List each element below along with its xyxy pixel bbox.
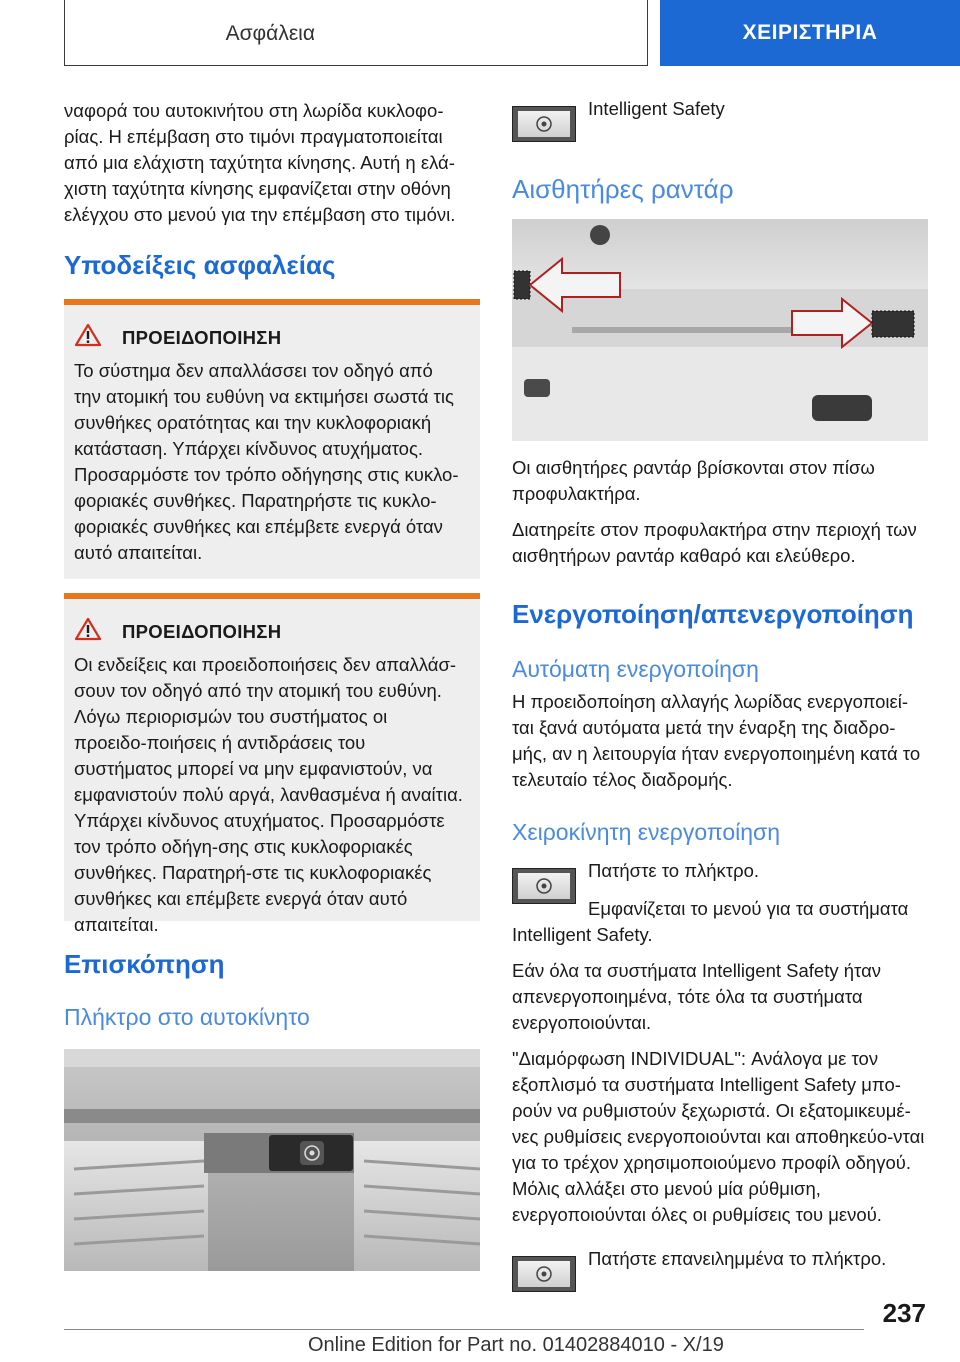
menu-text: Εμφανίζεται το μενού για τα συστήματα Intelligent Safety. xyxy=(512,898,909,945)
warning-title: ΠΡΟΕΙΔΟΠΟΙΗΣΗ xyxy=(122,620,282,642)
auto-activation-text: Η προειδοποίηση αλλαγής λωρίδας ενεργοποιεί-ται ξανά αυτόματα μετά την έναρξη της διαδρο-μής, αν η λειτουργία ήταν ενεργοποιημένη κατά το τελευταίο τέλος διαδρομής. xyxy=(512,691,921,790)
manual-activation-heading: Χειροκίνητη ενεργοποίηση xyxy=(512,819,781,845)
footer-edition: Online Edition for Part no. 01402884010 - X/19 xyxy=(308,1334,724,1356)
radar-paragraph-2: Διατηρείτε στον προφυλακτήρα στην περιοχή των αισθητήρων ραντάρ καθαρό και ελεύθερο. xyxy=(512,519,917,566)
warning-triangle-icon xyxy=(74,617,102,646)
button-heading: Πλήκτρο στο αυτοκίνητο xyxy=(64,1004,310,1030)
rear-bumper-photo xyxy=(512,219,928,441)
intelligent-safety-key-icon xyxy=(512,868,576,904)
section-title: Ασφάλεια xyxy=(225,22,315,45)
radar-heading: Αισθητήρες ραντάρ xyxy=(512,174,734,204)
radar-paragraph-1: Οι αισθητήρες ραντάρ βρίσκονται στον πίσω προφυλακτήρα. xyxy=(512,457,875,504)
overview-heading: Επισκόπηση xyxy=(64,949,225,979)
auto-activation-heading: Αυτόματη ενεργοποίηση xyxy=(512,656,759,682)
warning-text: Το σύστημα δεν απαλλάσσει τον οδηγό από την ατομική του ευθύνη να εκτιμήσει σωστά τις συνθήκες ορατότητας και την κυκλοφοριακή κατάσταση. Υπάρχει κίνδυνος ατυχήματος. Προσαρμόστε τον τρόπο οδήγησης στις κυκλο-φοριακές συνθήκες. Παρατηρήστε τις κυκλο-φοριακές συνθήκες και επέμβετε ενεργά όταν αυτό απαιτείται. xyxy=(74,360,459,563)
individual-config-text: "Διαμόρφωση INDIVIDUAL": Ανάλογα με τον εξοπλισμό τα συστήματα Intelligent Safety μπο-ρούν να ρυθμιστούν ξεχωριστά. Οι εξατομικευμέ-νες ρυθμίσεις ενεργοποιούνται και αποθηκεύο-νται για το τρέχον χρησιμοποιούμενο προφίλ οδηγού. Μόλις αλλάξει στο μενού μία ρύθμιση, ενεργοποιούνται όλες οι ρυθμίσεις του μενού. xyxy=(512,1048,925,1225)
left-column xyxy=(64,98,480,1271)
intelligent-safety-button xyxy=(269,1135,353,1171)
page-number: 237 xyxy=(882,1298,926,1328)
left-vent xyxy=(64,1141,208,1271)
intelligent-safety-key-icon xyxy=(512,1256,576,1292)
exhaust-left xyxy=(524,379,550,397)
exhaust-right xyxy=(812,395,872,421)
intelligent-safety-row xyxy=(512,98,928,142)
intelligent-safety-label: Intelligent Safety xyxy=(588,98,725,119)
warning-box-2 xyxy=(64,593,480,935)
chapter-title: ΧΕΙΡΙΣΤΗΡΙΑ xyxy=(742,21,878,44)
safety-heading: Υποδείξεις ασφαλείας xyxy=(64,250,336,280)
right-column xyxy=(512,98,928,1292)
header-frame xyxy=(64,0,648,66)
press-repeat-row xyxy=(512,1248,928,1292)
warning-title: ΠΡΟΕΙΔΟΠΟΙΗΣΗ xyxy=(122,326,282,348)
dashboard-button-photo xyxy=(64,1049,480,1271)
intro-paragraph: ναφορά του αυτοκινήτου στη λωρίδα κυκλοφο-ρίας. Η επέμβαση στο τιμόνι πραγματοποιείται από μια ελάχιστη ταχύτητα κίνησης. Αυτή η ελά-χιστη ταχύτητα κίνησης εμφανίζεται στην οθόνη ελέγχου στο μενού για την επέμβαση στο τιμόνι. xyxy=(64,100,456,225)
warning-text: Οι ενδείξεις και προειδοποιήσεις δεν απαλλάσ-σουν τον οδηγό από την ατομική του ευθύνη. Λόγω περιορισμών του συστήματος οι προειδο-ποιήσεις ή αντιδράσεις του συστήματος μπορεί να μην εμφανιστούν, να εμφανιστούν πολύ αργά, λανθασμένα ή αναίτια. Υπάρχει κίνδυνος ατυχήματος. Προσαρμόστε τον τρόπο οδήγη-σης στις κυκλοφοριακές συνθήκες. Παρατηρή-στε τις κυκλοφοριακές συνθήκες και επέμβετε ενεργά όταν αυτό απαιτείται. xyxy=(74,654,463,935)
right-vent xyxy=(354,1141,480,1271)
warning-triangle-icon xyxy=(74,323,102,352)
footer-divider xyxy=(64,1329,864,1330)
all-off-text: Εάν όλα τα συστήματα Intelligent Safety ήταν απενεργοποιημένα, τότε όλα τα συστήματα ενεργοποιούνται. xyxy=(512,960,882,1033)
activation-heading: Ενεργοποίηση/απενεργοποίηση xyxy=(512,599,914,629)
intelligent-safety-key-icon xyxy=(512,106,576,142)
press-button-text: Πατήστε το πλήκτρο. xyxy=(588,860,760,881)
warning-box-1 xyxy=(64,299,480,579)
chapter-tab xyxy=(660,0,960,66)
press-repeat-text: Πατήστε επανειλημμένα το πλήκτρο. xyxy=(588,1248,887,1269)
